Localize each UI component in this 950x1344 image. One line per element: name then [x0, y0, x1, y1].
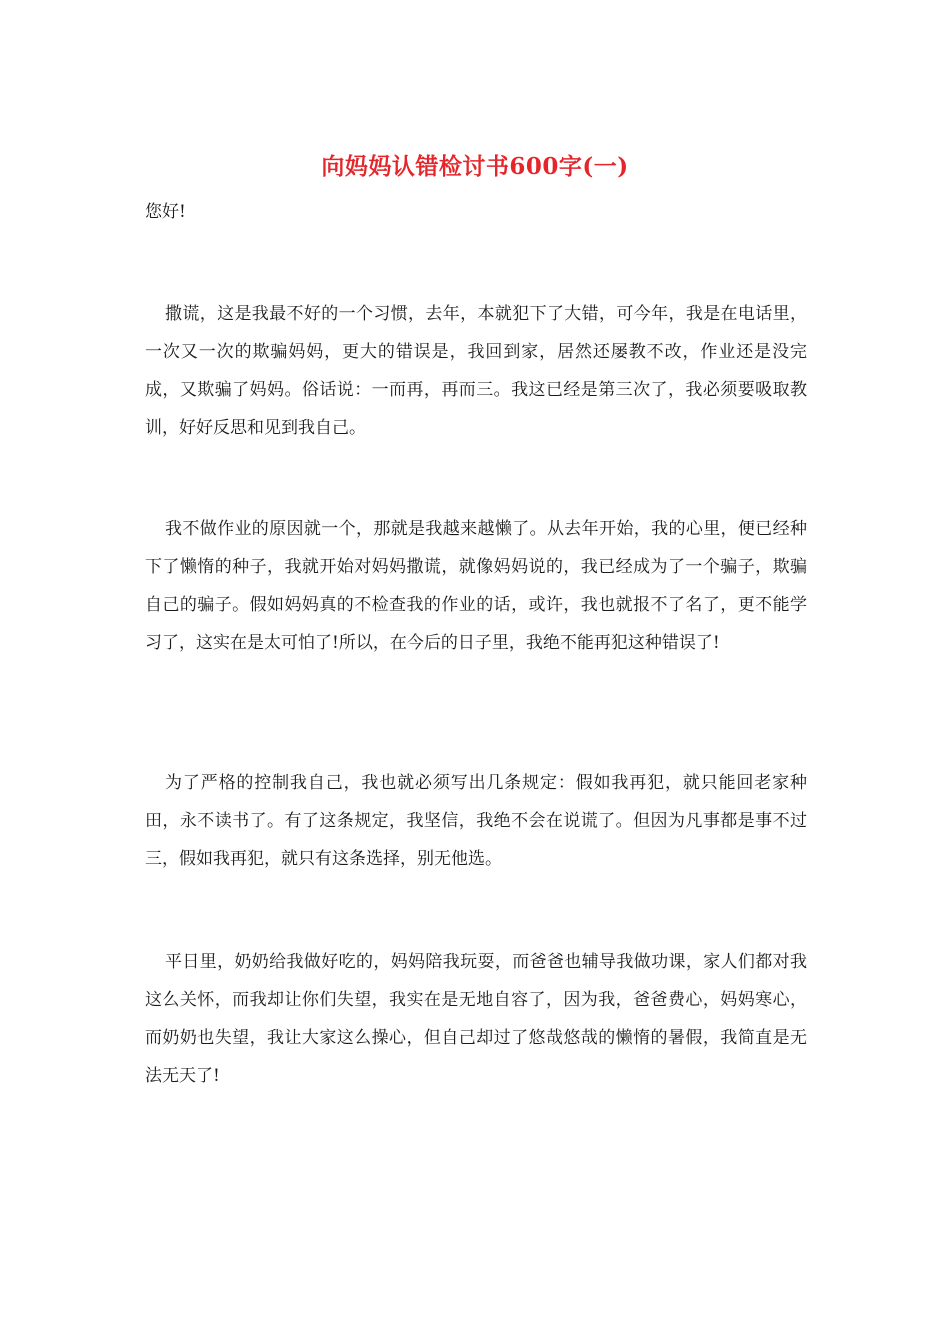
paragraph-4: 平日里，奶奶给我做好吃的，妈妈陪我玩耍，而爸爸也辅导我做功课，家人们都对我这么关怀，而我却让你们失望，我实在是无地自容了，因为我，爸爸费心，妈妈寒心，而奶奶也失望，我让大家这么操心，但自己却过了悠哉悠哉的懒惰的暑假，我简直是无法无天了!	[145, 952, 807, 1086]
paragraph-1: 撒谎，这是我最不好的一个习惯，去年，本就犯下了大错，可今年，我是在电话里，一次又一次的欺骗妈妈，更大的错误是，我回到家，居然还屡教不改，作业还是没完成，又欺骗了妈妈。俗话说：一而再，再而三。我这已经是第三次了，我必须要吸取教训，好好反思和见到我自己。	[145, 304, 807, 438]
document-title: 向妈妈认错检讨书600字(一)	[321, 153, 629, 180]
paragraph-3: 为了严格的控制我自己，我也就必须写出几条规定：假如我再犯，就只能回老家种田，永不读书了。有了这条规定，我坚信，我绝不会在说谎了。但因为凡事都是事不过三，假如我再犯，就只有这条选择，别无他选。	[145, 773, 807, 869]
paragraph-2: 我不做作业的原因就一个，那就是我越来越懒了。从去年开始，我的心里，便已经种下了懒惰的种子，我就开始对妈妈撒谎，就像妈妈说的，我已经成为了一个骗子，欺骗自己的骗子。假如妈妈真的不检查我的作业的话，或许，我也就报不了名了，更不能学习了，这实在是太可怕了!所以，在今后的日子里，我绝不能再犯这种错误了!	[145, 519, 807, 653]
greeting: 您好!	[145, 202, 186, 222]
